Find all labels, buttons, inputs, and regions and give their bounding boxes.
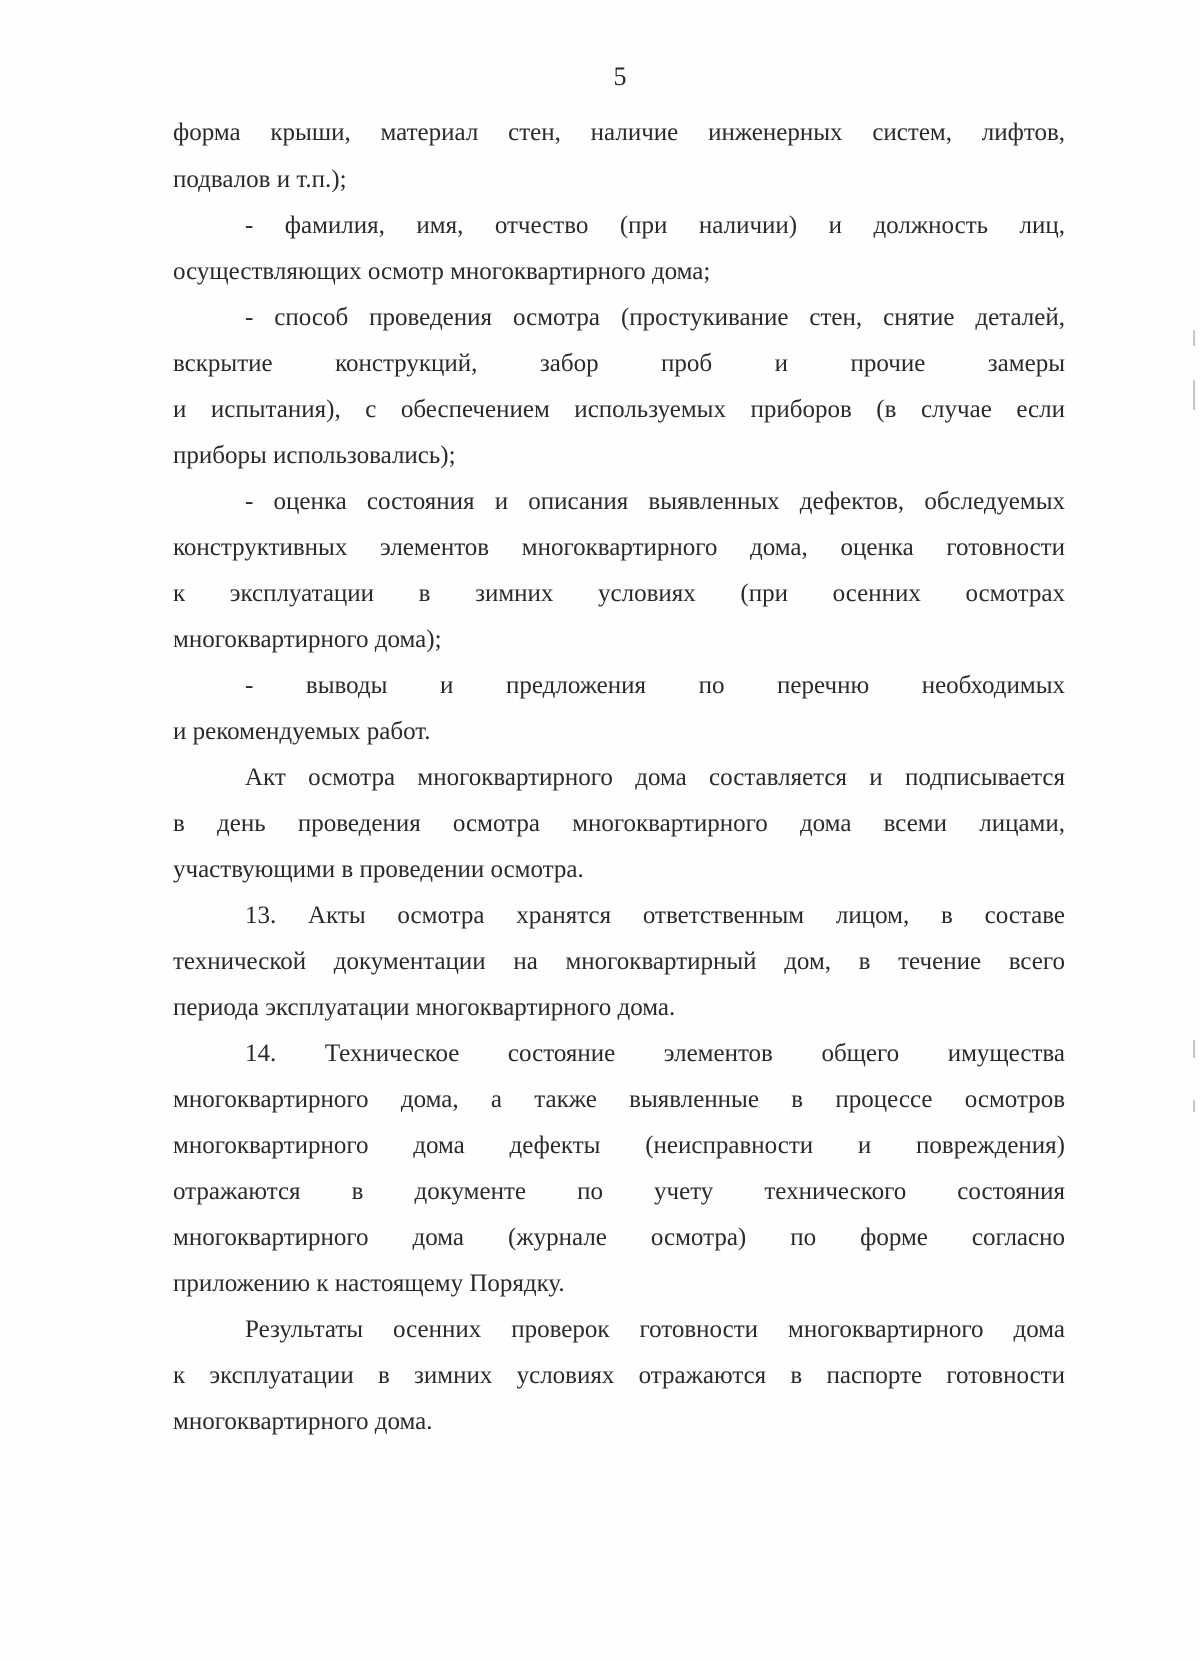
text-line: форма крыши, материал стен, наличие инженерных систем, лифтов, (173, 119, 1065, 146)
page-number: 5 (613, 62, 627, 91)
text-line: многоквартирного дома (журнале осмотра) по форме согласно (173, 1224, 1065, 1251)
text-line: приложению к настоящему Порядку. (173, 1270, 565, 1297)
scan-artifact (1193, 1100, 1195, 1112)
text-line: технической документации на многоквартирный дом, в течение всего (173, 948, 1065, 975)
text-line: и рекомендуемых работ. (173, 718, 431, 745)
text-line: отражаются в документе по учету технического состояния (173, 1178, 1065, 1205)
text-line: периода эксплуатации многоквартирного дома. (173, 994, 676, 1021)
text-line: - фамилия, имя, отчество (при наличии) и должность лиц, (245, 212, 1065, 239)
text-line: к эксплуатации в зимних условиях (при осенних осмотрах (173, 580, 1065, 607)
text-line: многоквартирного дома, а также выявленные в процессе осмотров (173, 1086, 1065, 1113)
text-line: участвующими в проведении осмотра. (173, 856, 584, 883)
text-line: подвалов и т.п.); (173, 166, 347, 193)
text-line: 14. Техническое состояние элементов общего имущества (245, 1040, 1065, 1067)
text-line: Результаты осенних проверок готовности многоквартирного дома (245, 1316, 1065, 1343)
text-line: - оценка состояния и описания выявленных дефектов, обследуемых (245, 488, 1065, 515)
text-line: в день проведения осмотра многоквартирного дома всеми лицами, (173, 810, 1065, 837)
text-line: Акт осмотра многоквартирного дома составляется и подписывается (245, 764, 1065, 791)
text-line: приборы использовались); (173, 442, 456, 469)
text-line: осуществляющих осмотр многоквартирного дома; (173, 258, 711, 285)
text-line: конструктивных элементов многоквартирного дома, оценка готовности (173, 534, 1065, 561)
text-line: к эксплуатации в зимних условиях отражаются в паспорте готовности (173, 1362, 1065, 1389)
text-line: многоквартирного дома); (173, 626, 442, 653)
text-line: 13. Акты осмотра хранятся ответственным лицом, в составе (245, 902, 1065, 929)
text-line: многоквартирного дома. (173, 1408, 433, 1435)
text-line: - выводы и предложения по перечню необходимых (245, 672, 1065, 699)
text-line: и испытания), с обеспечением используемых приборов (в случае если (173, 396, 1065, 423)
text-line: - способ проведения осмотра (простукивание стен, снятие деталей, (245, 304, 1065, 331)
scan-artifact (1193, 330, 1195, 346)
text-line: многоквартирного дома дефекты (неисправности и повреждения) (173, 1132, 1065, 1159)
scan-artifact (1193, 380, 1195, 410)
scan-artifact (1193, 1040, 1195, 1058)
text-line: вскрытие конструкций, забор проб и прочие замеры (173, 350, 1065, 377)
